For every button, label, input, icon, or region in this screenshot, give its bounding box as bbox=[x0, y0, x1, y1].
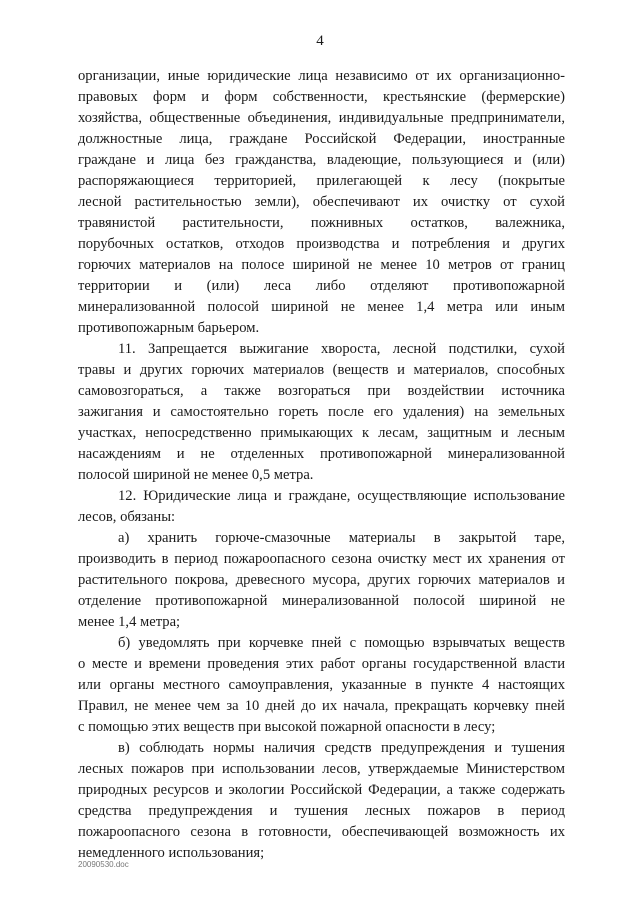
text-line: организации, иные юридические лица независимо от их организационно- bbox=[78, 68, 565, 84]
text-line: о месте и времени проведения этих работ органы государственной власти bbox=[78, 656, 565, 672]
text-line: природных ресурсов и экологии Российской Федерации, а также содержать bbox=[78, 782, 565, 798]
text-line: лесных пожаров при использовании лесов, утверждаемые Министерством bbox=[78, 761, 565, 777]
text-line: территории и (или) леса либо отделяют противопожарной bbox=[78, 278, 565, 294]
text-line: самовозгораться, а также возгораться при воздействии источника bbox=[78, 383, 565, 399]
text-line: насаждениям и не отделенных противопожарной минерализованной bbox=[78, 446, 565, 462]
text-line: немедленного использования; bbox=[78, 845, 265, 861]
text-line: противопожарным барьером. bbox=[78, 320, 260, 336]
text-line: в) соблюдать нормы наличия средств предупреждения и тушения bbox=[118, 740, 565, 756]
text-line: хозяйства, общественные объединения, индивидуальные предприниматели, bbox=[78, 110, 565, 126]
text-line: травянистой растительности, пожнивных остатков, валежника, bbox=[78, 215, 565, 231]
text-line: растительного покрова, древесного мусора, других горючих материалов и bbox=[78, 572, 565, 588]
text-line: травы и других горючих материалов (веществ и материалов, способных bbox=[78, 362, 565, 378]
text-line: граждане и лица без гражданства, владеющие, пользующиеся и (или) bbox=[78, 152, 565, 168]
text-line: 11. Запрещается выжигание хвороста, лесной подстилки, сухой bbox=[118, 341, 565, 357]
text-line: участках, непосредственно примыкающих к лесам, защитным и лесным bbox=[78, 425, 565, 441]
text-line: 12. Юридические лица и граждане, осуществляющие использование bbox=[118, 488, 565, 504]
text-line: лесной растительностью земли), обеспечивают их очистку от сухой bbox=[78, 194, 565, 210]
document-filename: 20090530.doc bbox=[78, 860, 129, 869]
text-line: зажигания и самостоятельно гореть после его удаления) на земельных bbox=[78, 404, 565, 420]
text-line: производить в период пожароопасного сезона очистку мест их хранения от bbox=[78, 551, 565, 567]
text-line: горючих материалов на полосе шириной не менее 10 метров от границ bbox=[78, 257, 565, 273]
page-number: 4 bbox=[316, 33, 324, 49]
text-line: лесов, обязаны: bbox=[78, 509, 176, 525]
document-body bbox=[78, 66, 565, 864]
text-line: Правил, не менее чем за 10 дней до их начала, прекращать корчевку пней bbox=[78, 698, 565, 714]
text-line: б) уведомлять при корчевке пней с помощью взрывчатых веществ bbox=[118, 635, 565, 651]
text-line: или органы местного самоуправления, указанные в пункте 4 настоящих bbox=[78, 677, 565, 693]
text-line: порубочных остатков, отходов производства и потребления и других bbox=[78, 236, 565, 252]
text-line: полосой шириной не менее 0,5 метра. bbox=[78, 467, 314, 483]
text-line: правовых форм и форм собственности, крестьянские (фермерские) bbox=[78, 89, 565, 105]
text-line: отделение противопожарной минерализованной полосой шириной не bbox=[78, 593, 565, 609]
text-line: пожароопасного сезона в готовности, обеспечивающей возможность их bbox=[78, 824, 565, 840]
text-line: средства предупреждения и тушения лесных пожаров в период bbox=[78, 803, 565, 819]
text-line: а) хранить горюче-смазочные материалы в закрытой таре, bbox=[118, 530, 565, 546]
text-line: с помощью этих веществ при высокой пожарной опасности в лесу; bbox=[78, 719, 496, 735]
text-line: минерализованной полосой шириной не менее 1,4 метра или иным bbox=[78, 299, 565, 315]
text-line: распоряжающиеся территорией, прилегающей к лесу (покрытые bbox=[78, 173, 565, 189]
text-line: должностные лица, граждане Российской Федерации, иностранные bbox=[78, 131, 565, 147]
text-line: менее 1,4 метра; bbox=[78, 614, 181, 630]
